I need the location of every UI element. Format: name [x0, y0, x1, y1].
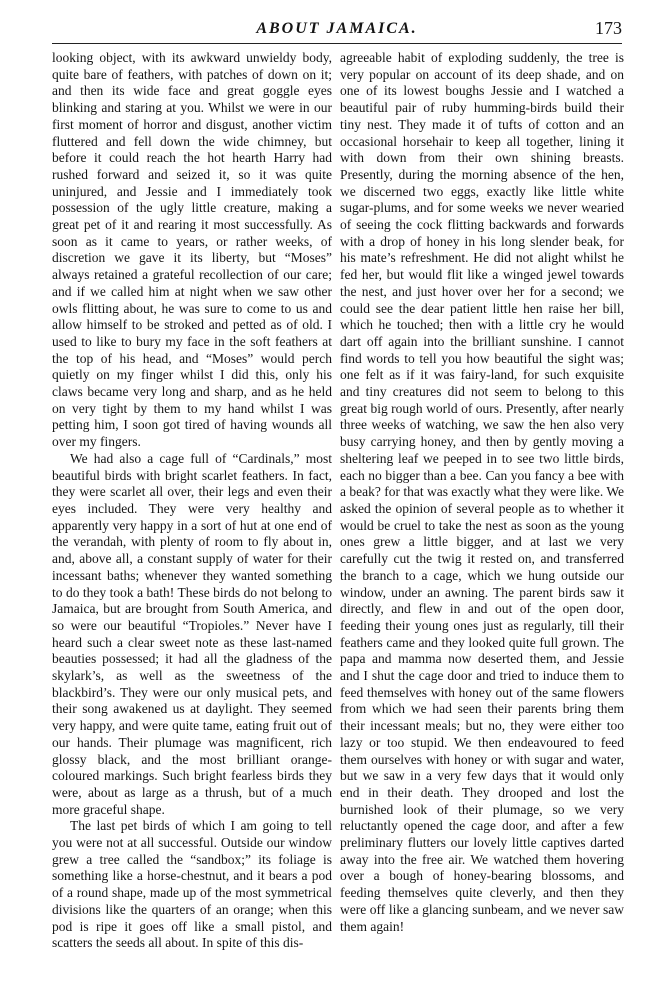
paragraph: We had also a cage full of “Cardinals,” most beautiful birds with bright scarlet feathers. In fact, they were scarlet all over, their legs and even their eyes included. They were very healthy and apparently very happy in a sort of hut at one end of the verandah, with plenty of room to fly about in, and, above all, a constant supply of water for their incessant baths; whenever they wanted something to do they took a bath! These birds do not belong to Jamaica, but are brought from South America, and so were our beautiful “Tropioles.” Never have I heard such a clear sweet note as these last-named beauties possessed; it had all the gladness of the skylark’s, as well as the sweetness of the blackbird’s. They were our only musical pets, and their song awakened us at daylight. They seemed very happy, and were quite tame, eating fruit out of our hands. Their plumage was magnificent, rich glossy black, and the most brilliant orange-coloured markings. Such bright fearless birds they were, about as large as a thrush, but of a much more graceful shape.	[52, 450, 332, 817]
page-number: 173	[595, 18, 622, 38]
paragraph: The last pet birds of which I am going to tell you were not at all successful. Outside our window grew a tree called the “sandbox;” its foliage is something like a horse-chestnut, and it bears a pod of a round shape, made up of the most symmetrical divisions like the quarters of an orange; when this pod is ripe it goes off like a small pistol, and scatters the seeds all about. In spite of this dis-	[52, 818, 332, 951]
paragraph: looking object, with its awkward unwieldy body, quite bare of feathers, with patches of down on it; and then its wide face and great goggle eyes blinking and staring at you. Whilst we were in our first moment of horror and disgust, another victim fluttered and fell down the wide chimney, but before it could reach the hot hearth Harry had rushed forward and seized it, so it was quite uninjured, and Jessie and I immediately took possession of the ugly little creature, making a great pet of it and rearing it most successfully. As soon as it came to years, or rather weeks, of discretion we gave it its liberty, but “Moses” always retained a grateful recollection of our care; and if we called him at night when we saw other owls flitting about, he was sure to come to us and allow himself to be stroked and petted as of old. I used to like to bury my face in the soft feathers at the top of his head, and “Moses” would perch quietly on my finger whilst I did this, only his claws became very long and sharp, and as he held on very tight by them to my hand whilst I was petting him, I soon got tired of having wounds all over my fingers.	[52, 50, 332, 450]
left-column	[52, 50, 332, 952]
running-title: ABOUT JAMAICA.	[256, 20, 418, 37]
right-column	[340, 50, 624, 935]
paragraph: agreeable habit of exploding suddenly, the tree is very popular on account of its deep shade, and on one of its lowest boughs Jessie and I watched a beautiful pair of ruby humming-birds build their tiny nest. They made it of tufts of cotton and an occasional horsehair to keep all together, lining it with down from their own shining breasts. Presently, during the morning absence of the hen, we discerned two eggs, exactly like little white sugar-plums, and for some weeks we never wearied of seeing the cock flitting backwards and forwards with a drop of honey in his long slender beak, for his mate’s refreshment. He did not alight whilst he fed her, but would flit like a winged jewel towards the nest, and just hover over her for a second; we could see the dear patient little hen raise her bill, which he touched; then with a little cry he would dart off again into the brilliant sunshine. I cannot find words to tell you how beautiful the sight was; one felt as if it was fairy-land, for such exquisite and tiny creatures did not seem to belong to this great big rough world of ours. Presently, after nearly three weeks of watching, we saw the hen also very busy carrying honey, and then by gently moving a sheltering leaf we peeped in to see two little birds, each no bigger than a bee. Can you fancy a bee with a beak? for that was exactly what they were like. We asked the opinion of several people as to whether it would be cruel to take the nest as soon as the young ones grew a little bigger, and at last we very carefully cut the twig it rested on, and transferred the branch to a cage, which we hung outside our window, under an awning. The parent birds saw it directly, and flew in and out of the open door, feeding their young ones just as regularly, till their feathers came and they looked quite full grown. The papa and mamma now deserted them, and Jessie and I shut the cage door and tried to induce them to feed themselves with honey out of the same flowers from which we had seen their parents bring them their incessant meals; but no, they were either too lazy or too stupid. We then endeavoured to feed them ourselves with honey or with sugar and water, but we saw in a very few days that it would only end in their death. They drooped and lost the burnished look of their plumage, so we very reluctantly opened the cage door, and after a few preliminary flutters our lovely little captives darted away into the free air. We watched them hovering over a bough of honey-bearing blossoms, and feeding themselves quite cleverly, and then they were off like a glancing sunbeam, and we never saw them again!	[340, 50, 624, 934]
header-rule	[52, 43, 622, 44]
page-header	[52, 12, 622, 46]
